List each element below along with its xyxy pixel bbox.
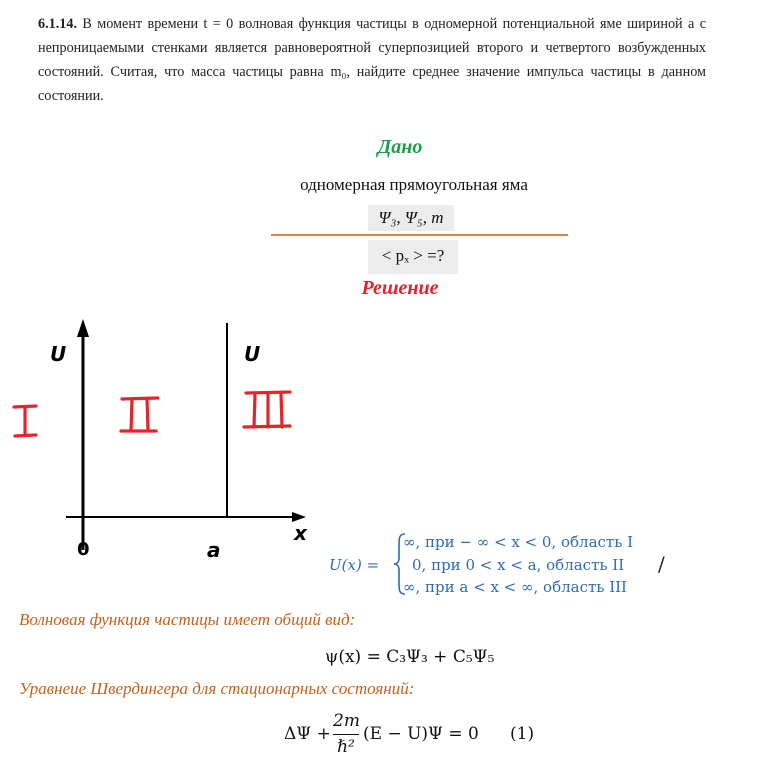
region-2-label: [121, 398, 158, 431]
given-line-1: одномерная прямоугольная яма: [300, 175, 528, 194]
solution-heading: Решение: [361, 277, 439, 299]
problem-number: 6.1.14.: [38, 16, 78, 32]
given-heading: Дано: [377, 136, 423, 158]
potential-case-1: ∞, при − ∞ < x < 0, область I: [403, 533, 634, 551]
schrodinger-lead: ΔΨ +: [284, 724, 331, 744]
u-label-right: U: [244, 342, 261, 366]
given-line-2: Ψ₃, Ψ₅, m: [368, 205, 454, 231]
potential-case-3: ∞, при a < x < ∞, область III: [403, 578, 627, 596]
region-1-label: [14, 406, 36, 436]
potential-case-2: 0, при 0 < x < a, область II: [412, 556, 625, 574]
fraction-bar: [333, 734, 359, 735]
equation-number: (1): [510, 724, 535, 744]
schrodinger-denominator: ℏ²: [337, 737, 355, 757]
potential-lhs: U(x) =: [329, 556, 380, 574]
wavefunction-formula: ψ(x) = C₃Ψ₃ + C₅Ψ₅: [325, 647, 495, 667]
schrodinger-tail: (E − U)Ψ = 0: [363, 724, 479, 744]
find-expression: < pₓ > =?: [368, 240, 458, 274]
u-axis-arrow: [77, 319, 89, 337]
problem-statement: [38, 12, 706, 108]
wavefunction-caption: Волновая функция частицы имеет общий вид:: [19, 610, 356, 629]
trailing-mark: /: [658, 552, 665, 576]
given-divider: [271, 234, 568, 236]
schrodinger-caption: Уравнеие Швердингера для стационарных состояний:: [19, 679, 415, 698]
u-label-left: U: [50, 342, 67, 366]
region-3-label: [244, 392, 290, 427]
problem-text: В момент времени t = 0 волновая функция частицы в одномерной потенциальной яме шириной a с непроницаемыми стенками является равновероятной суперпозицией второго и четвертого возбужденных состояний. Считая, что масса частицы равна m₀, найдите среднее значение импульса частицы в данном состоянии.: [38, 16, 706, 104]
origin-label: 0: [77, 539, 90, 560]
schrodinger-numerator: 2m: [333, 711, 360, 731]
x-label: x: [294, 521, 307, 545]
potential-well-graph: [0, 315, 330, 565]
wall-label: a: [207, 538, 221, 562]
